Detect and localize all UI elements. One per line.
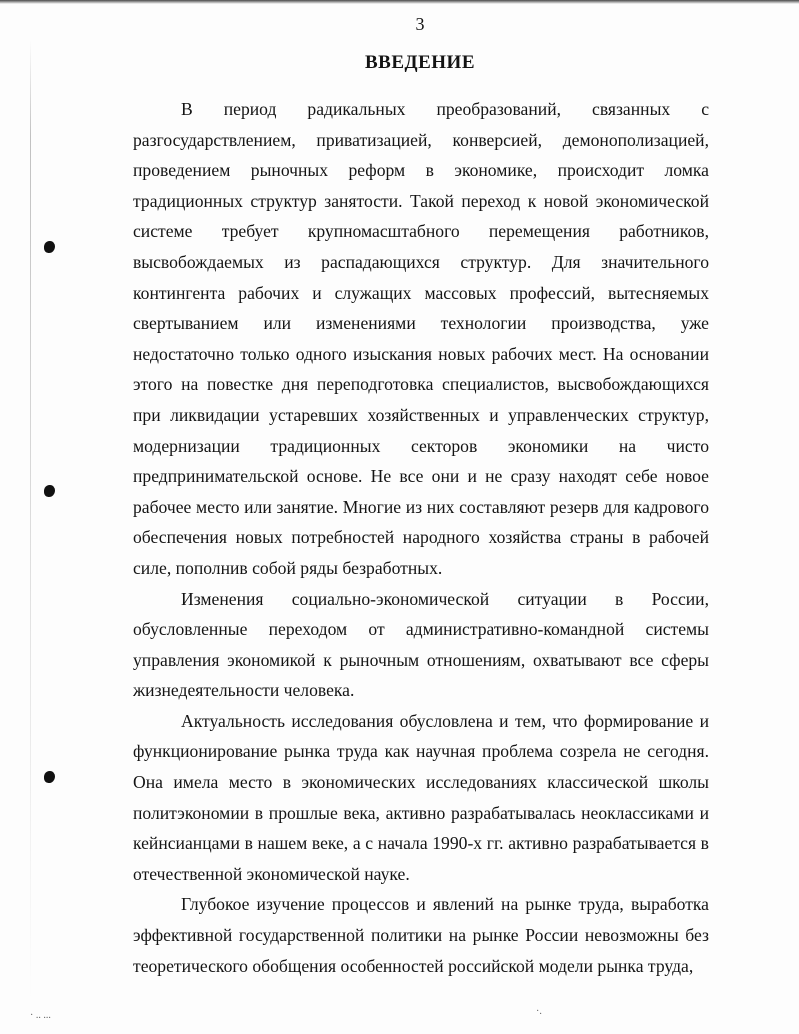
scan-left-edge [30, 40, 31, 1000]
paragraph: Актуальность исследования обусловлена и тем, что формирование и функционирование рынка труда как научная проблема созрела не сегодня. Она имела место в экономических исследованиях классической школы политэкономии в прошлые века, активно разрабатывалась неоклассиками и кейнсианцами в нашем веке, а с начала 1990-х гг. активно разрабатывается в отечественной экономической науке. [133, 710, 709, 884]
paragraph: Глубокое изучение процессов и явлений на рынке труда, выработка эффективной государственной политики на рынке России невозможны без теоретического обобщения особенностей российской модели рынка труда, [133, 894, 709, 976]
scan-speck: · .. ... [30, 1010, 51, 1021]
paragraph: В период радикальных преобразований, связанных с разгосударствлением, приватизацией, конверсией, демонополизацией, проведением рыночных реформ в экономике, происходит ломка традиционных структур занятости. Такой переход к новой экономической системе требует крупномасштабного перемещения работников, высвобождаемых из распадающихся структур. Для значительного контингента рабочих и служащих массовых профессий, вытесняемых свертыванием или изменениями технологии производства, уже недостаточно только одного изыскания новых рабочих мест. На основании этого на повестке дня переподготовка специалистов, высвобождающихся при ликвидации устаревших хозяйственных и управленческих структур, модернизации традиционных секторов экономики на чисто предпринимательской основе. Не все они и не сразу находят себе новое рабочее место или занятие. Многие из них составляют резерв для кадрового обеспечения новых потребностей народного хозяйства страны в рабочей силе, пополнив собой ряды безработных. [133, 99, 709, 578]
binding-hole-mark [44, 485, 55, 497]
scan-top-edge [0, 0, 799, 4]
binding-hole-mark [44, 241, 55, 253]
section-heading: ВВЕДЕНИЕ [365, 52, 475, 73]
scan-speck: ·. [536, 1006, 542, 1017]
body-text [133, 94, 709, 981]
page-number: 3 [415, 14, 425, 34]
binding-hole-mark [44, 771, 55, 783]
paragraph: Изменения социально-экономической ситуации в России, обусловленные переходом от административно-командной системы управления экономикой к рыночным отношениям, охватывают все сферы жизнедеятельности человека. [133, 588, 709, 701]
